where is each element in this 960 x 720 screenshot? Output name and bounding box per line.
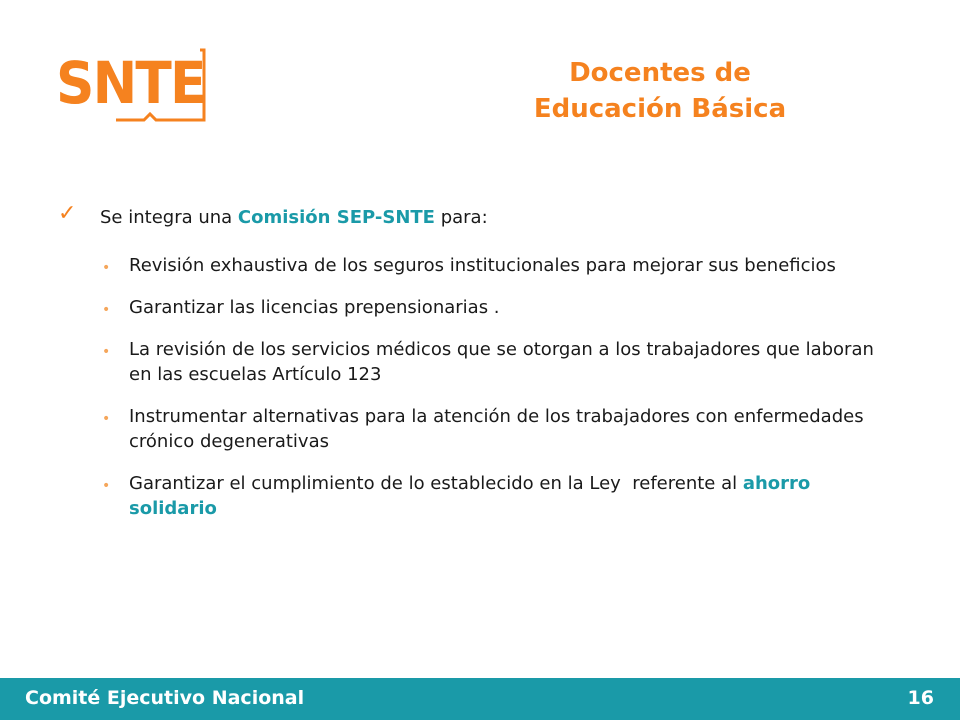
bullet-icon: • xyxy=(102,302,111,318)
title-line-2: Educación Básica xyxy=(533,94,787,124)
bullet-list xyxy=(58,253,888,521)
bullet-text: Instrumentar alternativas para la atención de los trabajadores con enfermedades crónico degenerativas xyxy=(129,406,864,452)
bullet-text: Garantizar las licencias prepensionarias . xyxy=(129,297,500,318)
page-title xyxy=(500,55,820,127)
logo-text: SNTE xyxy=(56,49,205,117)
bullet-item xyxy=(58,253,879,278)
title-line-1: Docentes de xyxy=(569,58,751,88)
page-number: 16 xyxy=(907,687,934,709)
intro-line xyxy=(58,201,888,230)
bullet-icon: • xyxy=(102,411,111,427)
bullet-item xyxy=(58,471,879,521)
bullet-highlight: ahorro solidario xyxy=(129,473,811,519)
content xyxy=(58,201,888,538)
snte-logo xyxy=(52,42,212,124)
logo-frame-icon xyxy=(52,42,212,124)
intro-highlight: Comisión SEP-SNTE xyxy=(237,207,435,228)
bullet-icon: • xyxy=(102,344,111,360)
bullet-item xyxy=(58,404,879,454)
bullet-text: Revisión exhaustiva de los seguros institucionales para mejorar sus beneficios xyxy=(129,255,836,276)
bullet-icon: • xyxy=(102,478,111,494)
bullet-text: Garantizar el cumplimiento de lo establecido en la Ley referente al xyxy=(129,473,743,494)
intro-suffix: para: xyxy=(434,207,488,228)
intro-prefix: Se integra una xyxy=(100,207,238,228)
bullet-item xyxy=(58,295,879,320)
bullet-icon: • xyxy=(102,260,111,276)
checkmark-icon: ✓ xyxy=(58,201,77,226)
bullet-item xyxy=(58,337,879,387)
bullet-text: La revisión de los servicios médicos que se otorgan a los trabajadores que laboran en las escuelas Artículo 123 xyxy=(129,339,874,385)
footer-label: Comité Ejecutivo Nacional xyxy=(25,687,305,709)
footer-bar xyxy=(0,678,960,720)
